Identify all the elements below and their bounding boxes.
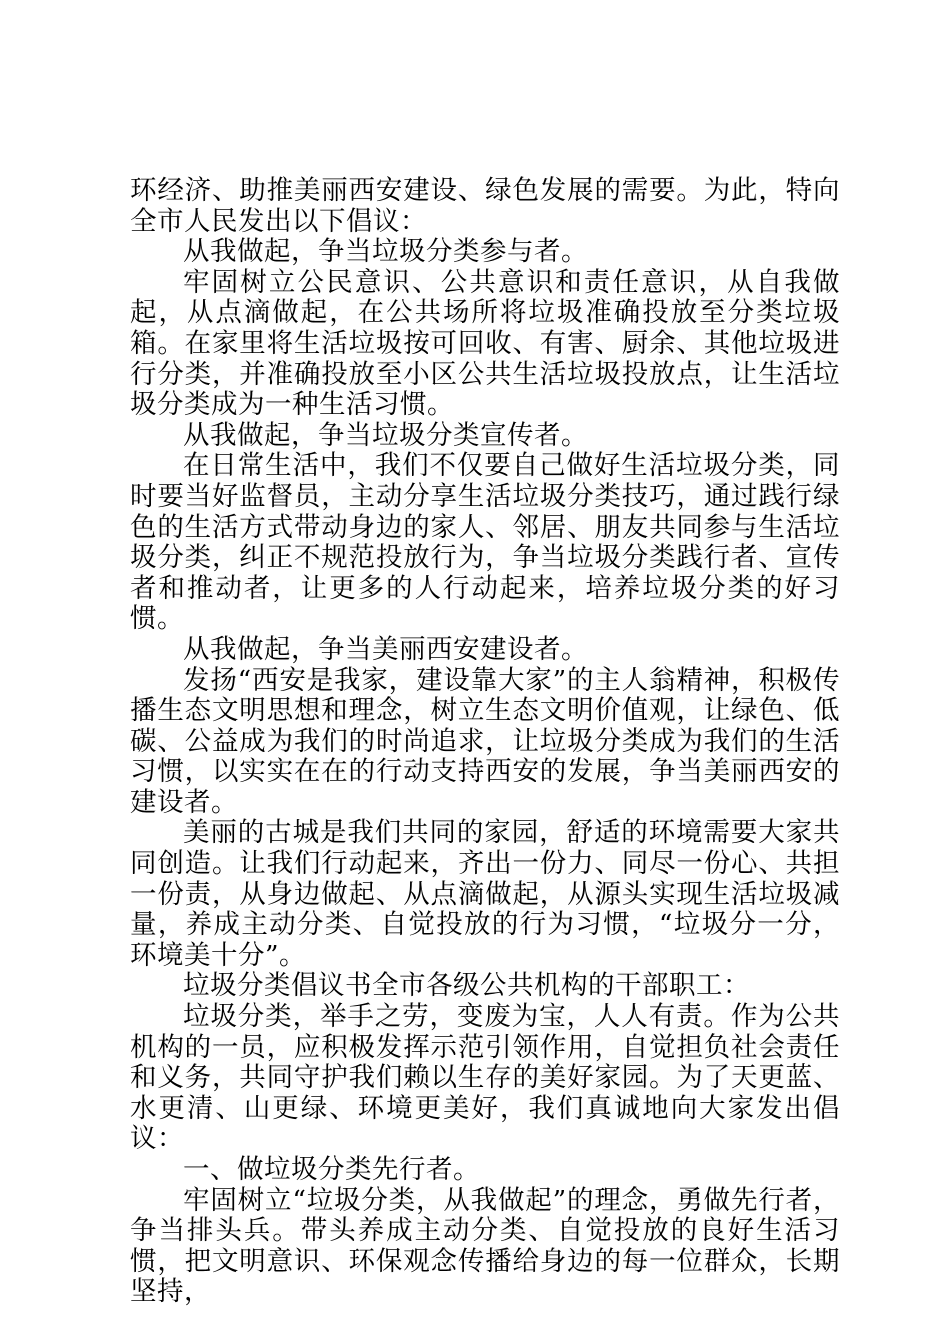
paragraph: 垃圾分类，举手之劳，变废为宝，人人有责。作为公共机构的一员，应积极发挥示范引领作用，自觉担负社会责任和义务，共同守护我们赖以生存的美好家园。为了天更蓝、水更清、山更绿、环境更美好，我们真诚地向大家发出倡议： (130, 1001, 840, 1155)
paragraph: 美丽的古城是我们共同的家园，舒适的环境需要大家共同创造。让我们行动起来，齐出一份力、同尽一份心、共担一份责，从身边做起、从点滴做起，从源头实现生活垃圾减量，养成主动分类、自觉投放的行为习惯，“垃圾分一分，环境美十分”。 (130, 817, 840, 971)
paragraph-salutation: 垃圾分类倡议书全市各级公共机构的干部职工： (183, 970, 750, 1002)
paragraph-heading-promoter: 从我做起，争当垃圾分类宣传者。 (183, 419, 588, 451)
paragraph-heading-participant: 从我做起，争当垃圾分类参与者。 (183, 236, 588, 268)
paragraph: 发扬“西安是我家，建设靠大家”的主人翁精神，积极传播生态文明思想和理念，树立生态文明价值观，让绿色、低碳、公益成为我们的时尚追求，让垃圾分类成为我们的生活习惯，以实实在在的行动支持西安的发展，争当美丽西安的建设者。 (130, 664, 840, 818)
document-body (130, 176, 840, 1308)
paragraph: 牢固树立“垃圾分类，从我做起”的理念，勇做先行者，争当排头兵。带头养成主动分类、自觉投放的良好生活习惯，把文明意识、环保观念传播给身边的每一位群众，长期坚持， (130, 1184, 840, 1308)
paragraph-heading-pioneer: 一、做垃圾分类先行者。 (183, 1154, 480, 1185)
paragraph-heading-builder: 从我做起，争当美丽西安建设者。 (183, 633, 588, 665)
paragraph: 牢固树立公民意识、公共意识和责任意识，从自我做起，从点滴做起，在公共场所将垃圾准确投放至分类垃圾箱。在家里将生活垃圾按可回收、有害、厨余、其他垃圾进行分类，并准确投放至小区公共生活垃圾投放点，让生活垃圾分类成为一种生活习惯。 (130, 266, 840, 421)
paragraph-continuation: 环经济、助推美丽西安建设、绿色发展的需要。为此，特向全市人民发出以下倡议： (130, 175, 840, 237)
paragraph: 在日常生活中，我们不仅要自己做好生活垃圾分类，同时要当好监督员，主动分享生活垃圾分类技巧，通过践行绿色的生活方式带动身边的家人、邻居、朋友共同参与生活垃圾分类，纠正不规范投放行为，争当垃圾分类践行者、宣传者和推动者，让更多的人行动起来，培养垃圾分类的好习惯。 (130, 450, 840, 635)
